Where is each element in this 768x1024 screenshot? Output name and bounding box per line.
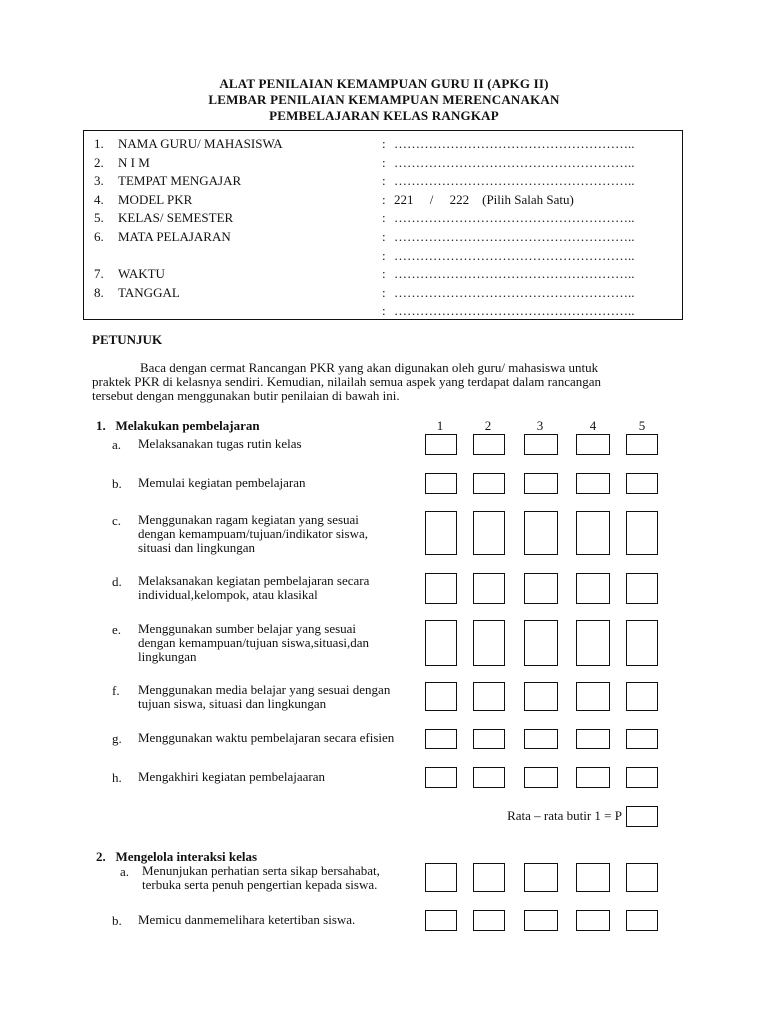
score-box-1e-3[interactable] [524,620,558,666]
score-box-1d-4[interactable] [576,573,610,604]
score-box-1a-2[interactable] [473,434,505,455]
score-box-2b-1[interactable] [425,910,457,931]
score-box-1e-2[interactable] [473,620,505,666]
identity-box [83,130,683,320]
score-box-1e-5[interactable] [626,620,658,666]
scale-label-5: 5 [638,418,646,433]
info-field-tanggal[interactable]: ……………………………………………….. [394,285,635,300]
score-box-1d-5[interactable] [626,573,658,604]
score-box-1a-1[interactable] [425,434,457,455]
item-letter: c. [112,513,122,528]
info-field-nim[interactable]: ……………………………………………….. [394,155,635,170]
score-box-1a-3[interactable] [524,434,558,455]
score-box-1g-1[interactable] [425,729,457,749]
info-label: MODEL PKR [118,192,193,207]
item-text-2b: Memicu danmemelihara ketertiban siswa. [138,912,356,927]
info-field-tanggal-2[interactable]: ……………………………………………….. [394,303,635,318]
info-row-tanggal: 8. TANGGAL : ……………………………………………….. [94,285,635,300]
item-letter: a. [112,437,122,452]
score-box-1g-5[interactable] [626,729,658,749]
item-text-1d: Melaksanakan kegiatan pembelajaran secara individual,kelompok, atau klasikal [138,573,370,602]
section1-title: 1. Melakukan pembelajaran [96,418,260,433]
score-box-1b-1[interactable] [425,473,457,494]
score-box-1f-2[interactable] [473,682,505,711]
score-box-1a-4[interactable] [576,434,610,455]
score-box-1c-4[interactable] [576,511,610,555]
info-field-mapel[interactable]: ……………………………………………….. [394,229,635,244]
score-box-2a-2[interactable] [473,863,505,892]
item-letter: a. [120,864,130,879]
info-field-nama[interactable]: ……………………………………………….. [394,136,635,151]
score-box-1d-3[interactable] [524,573,558,604]
score-box-1c-2[interactable] [473,511,505,555]
scale-label-2: 2 [484,418,492,433]
score-box-1c-5[interactable] [626,511,658,555]
item-text-1h: Mengakhiri kegiatan pembelajaaran [138,769,325,784]
info-label: WAKTU [118,266,165,281]
info-label: TANGGAL [118,285,180,300]
score-box-1h-4[interactable] [576,767,610,788]
score-box-2a-1[interactable] [425,863,457,892]
section2-title: 2. Mengelola interaksi kelas [96,849,258,864]
item-text-1g: Menggunakan waktu pembelajaran secara efisien [138,730,395,745]
item-letter: b. [112,913,122,928]
item-text-1a: Melaksanakan tugas rutin kelas [138,436,302,451]
info-label: N I M [118,155,150,170]
score-box-1f-5[interactable] [626,682,658,711]
score-box-1f-3[interactable] [524,682,558,711]
info-label: NAMA GURU/ MAHASISWA [118,136,283,151]
score-box-2b-5[interactable] [626,910,658,931]
info-row-nama: 1. NAMA GURU/ MAHASISWA : ……………………………………………….. [94,136,635,151]
score-box-1a-5[interactable] [626,434,658,455]
score-box-1d-1[interactable] [425,573,457,604]
info-field-mapel-2[interactable]: ……………………………………………….. [394,248,635,263]
scale-label-1: 1 [436,418,444,433]
score-box-1c-1[interactable] [425,511,457,555]
info-label: TEMPAT MENGAJAR [118,173,242,188]
item-letter: b. [112,476,122,491]
item-letter: g. [112,731,122,746]
item-text-1f: Menggunakan media belajar yang sesuai dengan tujuan siswa, situasi dan lingkungan [138,682,391,711]
score-box-1b-4[interactable] [576,473,610,494]
info-field-model[interactable]: 221 / 222 (Pilih Salah Satu) [394,192,574,207]
item-text-1e: Menggunakan sumber belajar yang sesuai dengan kemampuan/tujuan siswa,situasi,dan lingkungan [138,621,370,664]
item-letter: h. [112,770,122,785]
average-label-1: Rata – rata butir 1 = P [507,808,622,823]
scale-label-3: 3 [536,418,544,433]
petunjuk-line1: Baca dengan cermat Rancangan PKR yang akan digunakan oleh guru/ mahasiswa untuk [140,360,599,375]
scale-label-4: 4 [589,418,597,433]
score-box-1h-1[interactable] [425,767,457,788]
score-box-1d-2[interactable] [473,573,505,604]
item-text-2a: Menunjukan perhatian serta sikap bersahabat, terbuka serta penuh pengertian kepada siswa. [142,863,380,892]
form-title-line1: ALAT PENILAIAN KEMAMPUAN GURU II (APKG II) [219,76,549,91]
score-box-2a-5[interactable] [626,863,658,892]
score-box-1f-4[interactable] [576,682,610,711]
score-box-1b-2[interactable] [473,473,505,494]
score-box-2b-4[interactable] [576,910,610,931]
info-label: KELAS/ SEMESTER [118,210,234,225]
info-field-kelas[interactable]: ……………………………………………….. [394,210,635,225]
score-box-1e-4[interactable] [576,620,610,666]
info-row-tanggal-2: : ……………………………………………….. [382,303,635,318]
score-box-2a-3[interactable] [524,863,558,892]
info-row-kelas: 5. KELAS/ SEMESTER : ……………………………………………….. [94,210,635,225]
info-row-waktu: 7. WAKTU : ……………………………………………….. [94,266,635,281]
score-box-2a-4[interactable] [576,863,610,892]
score-box-2b-3[interactable] [524,910,558,931]
score-box-1b-3[interactable] [524,473,558,494]
info-field-waktu[interactable]: ……………………………………………….. [394,266,635,281]
score-box-1g-2[interactable] [473,729,505,749]
petunjuk-heading: PETUNJUK [92,332,163,347]
score-box-2b-2[interactable] [473,910,505,931]
form-title-line3: PEMBELAJARAN KELAS RANGKAP [269,108,499,123]
item-text-1c: Menggunakan ragam kegiatan yang sesuai dengan kemampuam/tujuan/indikator siswa, situasi dan lingkungan [138,512,368,555]
info-row-nim: 2. N I M : ……………………………………………….. [94,155,635,170]
info-label: MATA PELAJARAN [118,229,231,244]
info-row-mapel: 6. MATA PELAJARAN : ……………………………………………….. [94,229,635,244]
info-row-tempat: 3. TEMPAT MENGAJAR : ……………………………………………….. [94,173,635,188]
item-letter: d. [112,574,122,589]
item-letter: e. [112,622,122,637]
score-box-1e-1[interactable] [425,620,457,666]
petunjuk-line3: tersebut dengan menggunakan butir penilaian di bawah ini. [92,388,400,403]
info-row-model: 4. MODEL PKR : 221 / 222 (Pilih Salah Satu) [94,192,574,207]
score-box-1h-5[interactable] [626,767,658,788]
score-box-1g-4[interactable] [576,729,610,749]
average-box-1[interactable] [626,806,658,827]
petunjuk-line2: praktek PKR di kelasnya sendiri. Kemudian, nilailah semua aspek yang terdapat dalam rancangan [92,374,601,389]
score-box-1g-3[interactable] [524,729,558,749]
score-box-1h-3[interactable] [524,767,558,788]
score-box-1b-5[interactable] [626,473,658,494]
item-text-1b: Memulai kegiatan pembelajaran [138,475,306,490]
score-box-1h-2[interactable] [473,767,505,788]
info-row-mapel-2: : ……………………………………………….. [382,248,635,263]
score-box-1c-3[interactable] [524,511,558,555]
item-letter: f. [112,683,120,698]
info-field-tempat[interactable]: ……………………………………………….. [394,173,635,188]
form-title-line2: LEMBAR PENILAIAN KEMAMPUAN MERENCANAKAN [208,92,560,107]
score-box-1f-1[interactable] [425,682,457,711]
